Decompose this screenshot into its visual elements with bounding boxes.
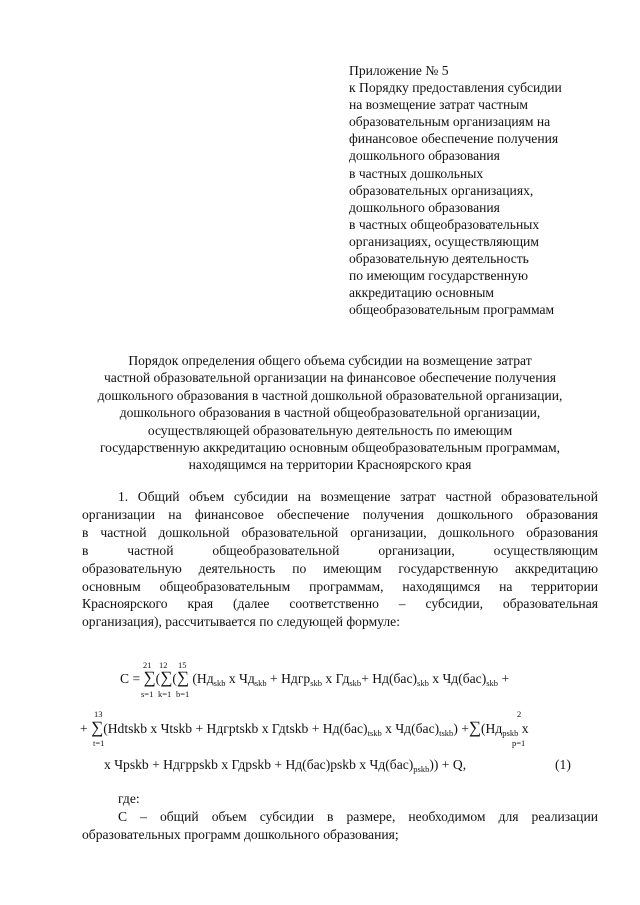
formula-expression <box>80 718 529 738</box>
paragraph-line: 1. Общий объем субсидии на возмещение затрат частной образовательной <box>118 489 598 504</box>
formula-term: + <box>498 671 510 686</box>
formula-subscript: pskb <box>413 764 430 774</box>
formula-expression <box>104 757 466 774</box>
appendix-line: образовательную деятельность <box>349 251 529 267</box>
appendix-line: к Порядку предоставления субсидии <box>349 80 562 96</box>
formula-subscript: skb <box>417 678 429 688</box>
title-line: осуществляющей образовательную деятельность по имеющим <box>147 422 513 438</box>
formula-term: + Нд(бас) <box>361 671 418 686</box>
appendix-line: аккредитацию основным <box>349 285 494 301</box>
formula-lhs: C = <box>120 671 144 686</box>
document-title <box>60 352 600 474</box>
appendix-line: дошкольного образования <box>349 148 500 164</box>
sum-upper-limit: 15 <box>178 660 187 670</box>
title-line: частной образовательной организации на финансовое обеспечение получения <box>103 370 557 386</box>
appendix-line: на возмещение затрат частным <box>349 97 528 113</box>
paragraph-line: организации на финансовое обеспечение получения дошкольного образования <box>82 506 598 522</box>
appendix-line: финансовое обеспечение получения <box>349 131 559 147</box>
formula-term: + <box>80 721 92 736</box>
appendix-line: по имеющим государственную <box>349 268 529 284</box>
equation-number: (1) <box>555 757 571 772</box>
title-line: государственную аккредитацию основным общеобразовательным программам, <box>99 440 561 456</box>
appendix-line: организациях, осуществляющим <box>349 233 539 249</box>
paragraph-line: в частной общеобразовательной организации, осуществляющим <box>82 542 598 558</box>
sum-symbol: ∑ <box>143 668 156 687</box>
formula-paren: ( <box>172 671 177 686</box>
formula-subscript: skb <box>213 678 226 688</box>
formula-expression <box>120 668 509 688</box>
appendix-line: образовательным организациям на <box>349 114 551 130</box>
formula-term: (Нд <box>192 671 214 686</box>
paragraph-line: образовательную деятельность по имеющим государственную аккредитацию <box>82 560 598 576</box>
appendix-line: Приложение № 5 <box>349 63 449 78</box>
sum-symbol: ∑ <box>468 718 482 737</box>
sum-upper-limit: 2 <box>517 709 522 719</box>
appendix-line: в частных общеобразовательных <box>349 216 540 232</box>
formula-term: )) + Q, <box>429 757 467 772</box>
paragraph-line: основным общеобразовательным программам, находящимся на территории <box>82 578 598 594</box>
sum-symbol: ∑ <box>160 668 173 687</box>
formula-term: ) + <box>453 721 469 736</box>
formula-term: (Нд <box>481 721 503 736</box>
formula-subscript: pskb <box>502 728 519 738</box>
formula-term: + Ндгр <box>266 671 311 686</box>
title-line: Порядок определения общего объема субсидии на возмещение затрат <box>128 353 532 368</box>
formula-subscript: skb <box>349 678 362 688</box>
definition-line: образовательных программ дошкольного образования; <box>82 826 399 842</box>
appendix-line: образовательных организациях, <box>349 182 534 198</box>
paragraph-line: организация), рассчитывается по следующей формуле: <box>82 614 400 630</box>
paragraph-1 <box>82 488 598 631</box>
definitions-block <box>82 790 598 844</box>
formula-paren: ( <box>155 671 161 686</box>
formula-term: x <box>518 721 529 736</box>
formula-term: x Чд <box>225 671 255 686</box>
sum-lower-limit: p=1 <box>512 738 526 748</box>
formula-term: x Чpskb + Ндгрpskb x Гдpskb + Нд(бас)pskb x Чд(бас) <box>104 757 414 772</box>
appendix-line: дошкольного образования <box>349 199 500 215</box>
title-line: дошкольного образования в частной общеобразовательной организации, <box>119 405 541 421</box>
formula-term: x Чд(бас) <box>381 721 440 736</box>
formula-term: (Нdtskb x Чtskb + Ндгрtskb x Гдtskb + Нд(бас) <box>103 721 368 736</box>
sum-upper-limit: 21 <box>143 660 152 670</box>
formula-subscript: skb <box>310 678 323 688</box>
paragraph-line: Красноярского края (далее соответственно – субсидии, образовательная <box>82 596 598 612</box>
sum-lower-limit: k=1 <box>158 689 172 699</box>
appendix-line: в частных дошкольных <box>349 165 484 181</box>
sum-symbol: ∑ <box>176 668 189 687</box>
where-label: где: <box>118 791 140 806</box>
formula-subscript: tskb <box>367 728 382 738</box>
sum-lower-limit: t=1 <box>93 738 105 748</box>
sum-lower-limit: b=1 <box>176 689 190 699</box>
formula-subscript: skb <box>254 678 267 688</box>
title-line: находящимся на территории Красноярского края <box>188 457 472 473</box>
formula-subscript: skb <box>486 678 499 688</box>
formula-term: x Чд(бас) <box>428 671 487 686</box>
appendix-line: общеобразовательным программам <box>349 302 555 318</box>
formula-subscript: tskb <box>439 728 454 738</box>
appendix-block <box>349 62 619 318</box>
sum-upper-limit: 12 <box>159 660 168 670</box>
sum-symbol: ∑ <box>91 718 104 737</box>
formula-term: x Гд <box>322 671 350 686</box>
paragraph-line: в частной дошкольной образовательной организации, дошкольного образования <box>82 524 598 540</box>
sum-lower-limit: s=1 <box>141 689 154 699</box>
definition-line: С – общий объем субсидии в размере, необходимом для реализации <box>118 808 598 824</box>
sum-upper-limit: 13 <box>94 709 103 719</box>
title-line: дошкольного образования в частной дошкольной образовательной организации, <box>97 387 563 403</box>
